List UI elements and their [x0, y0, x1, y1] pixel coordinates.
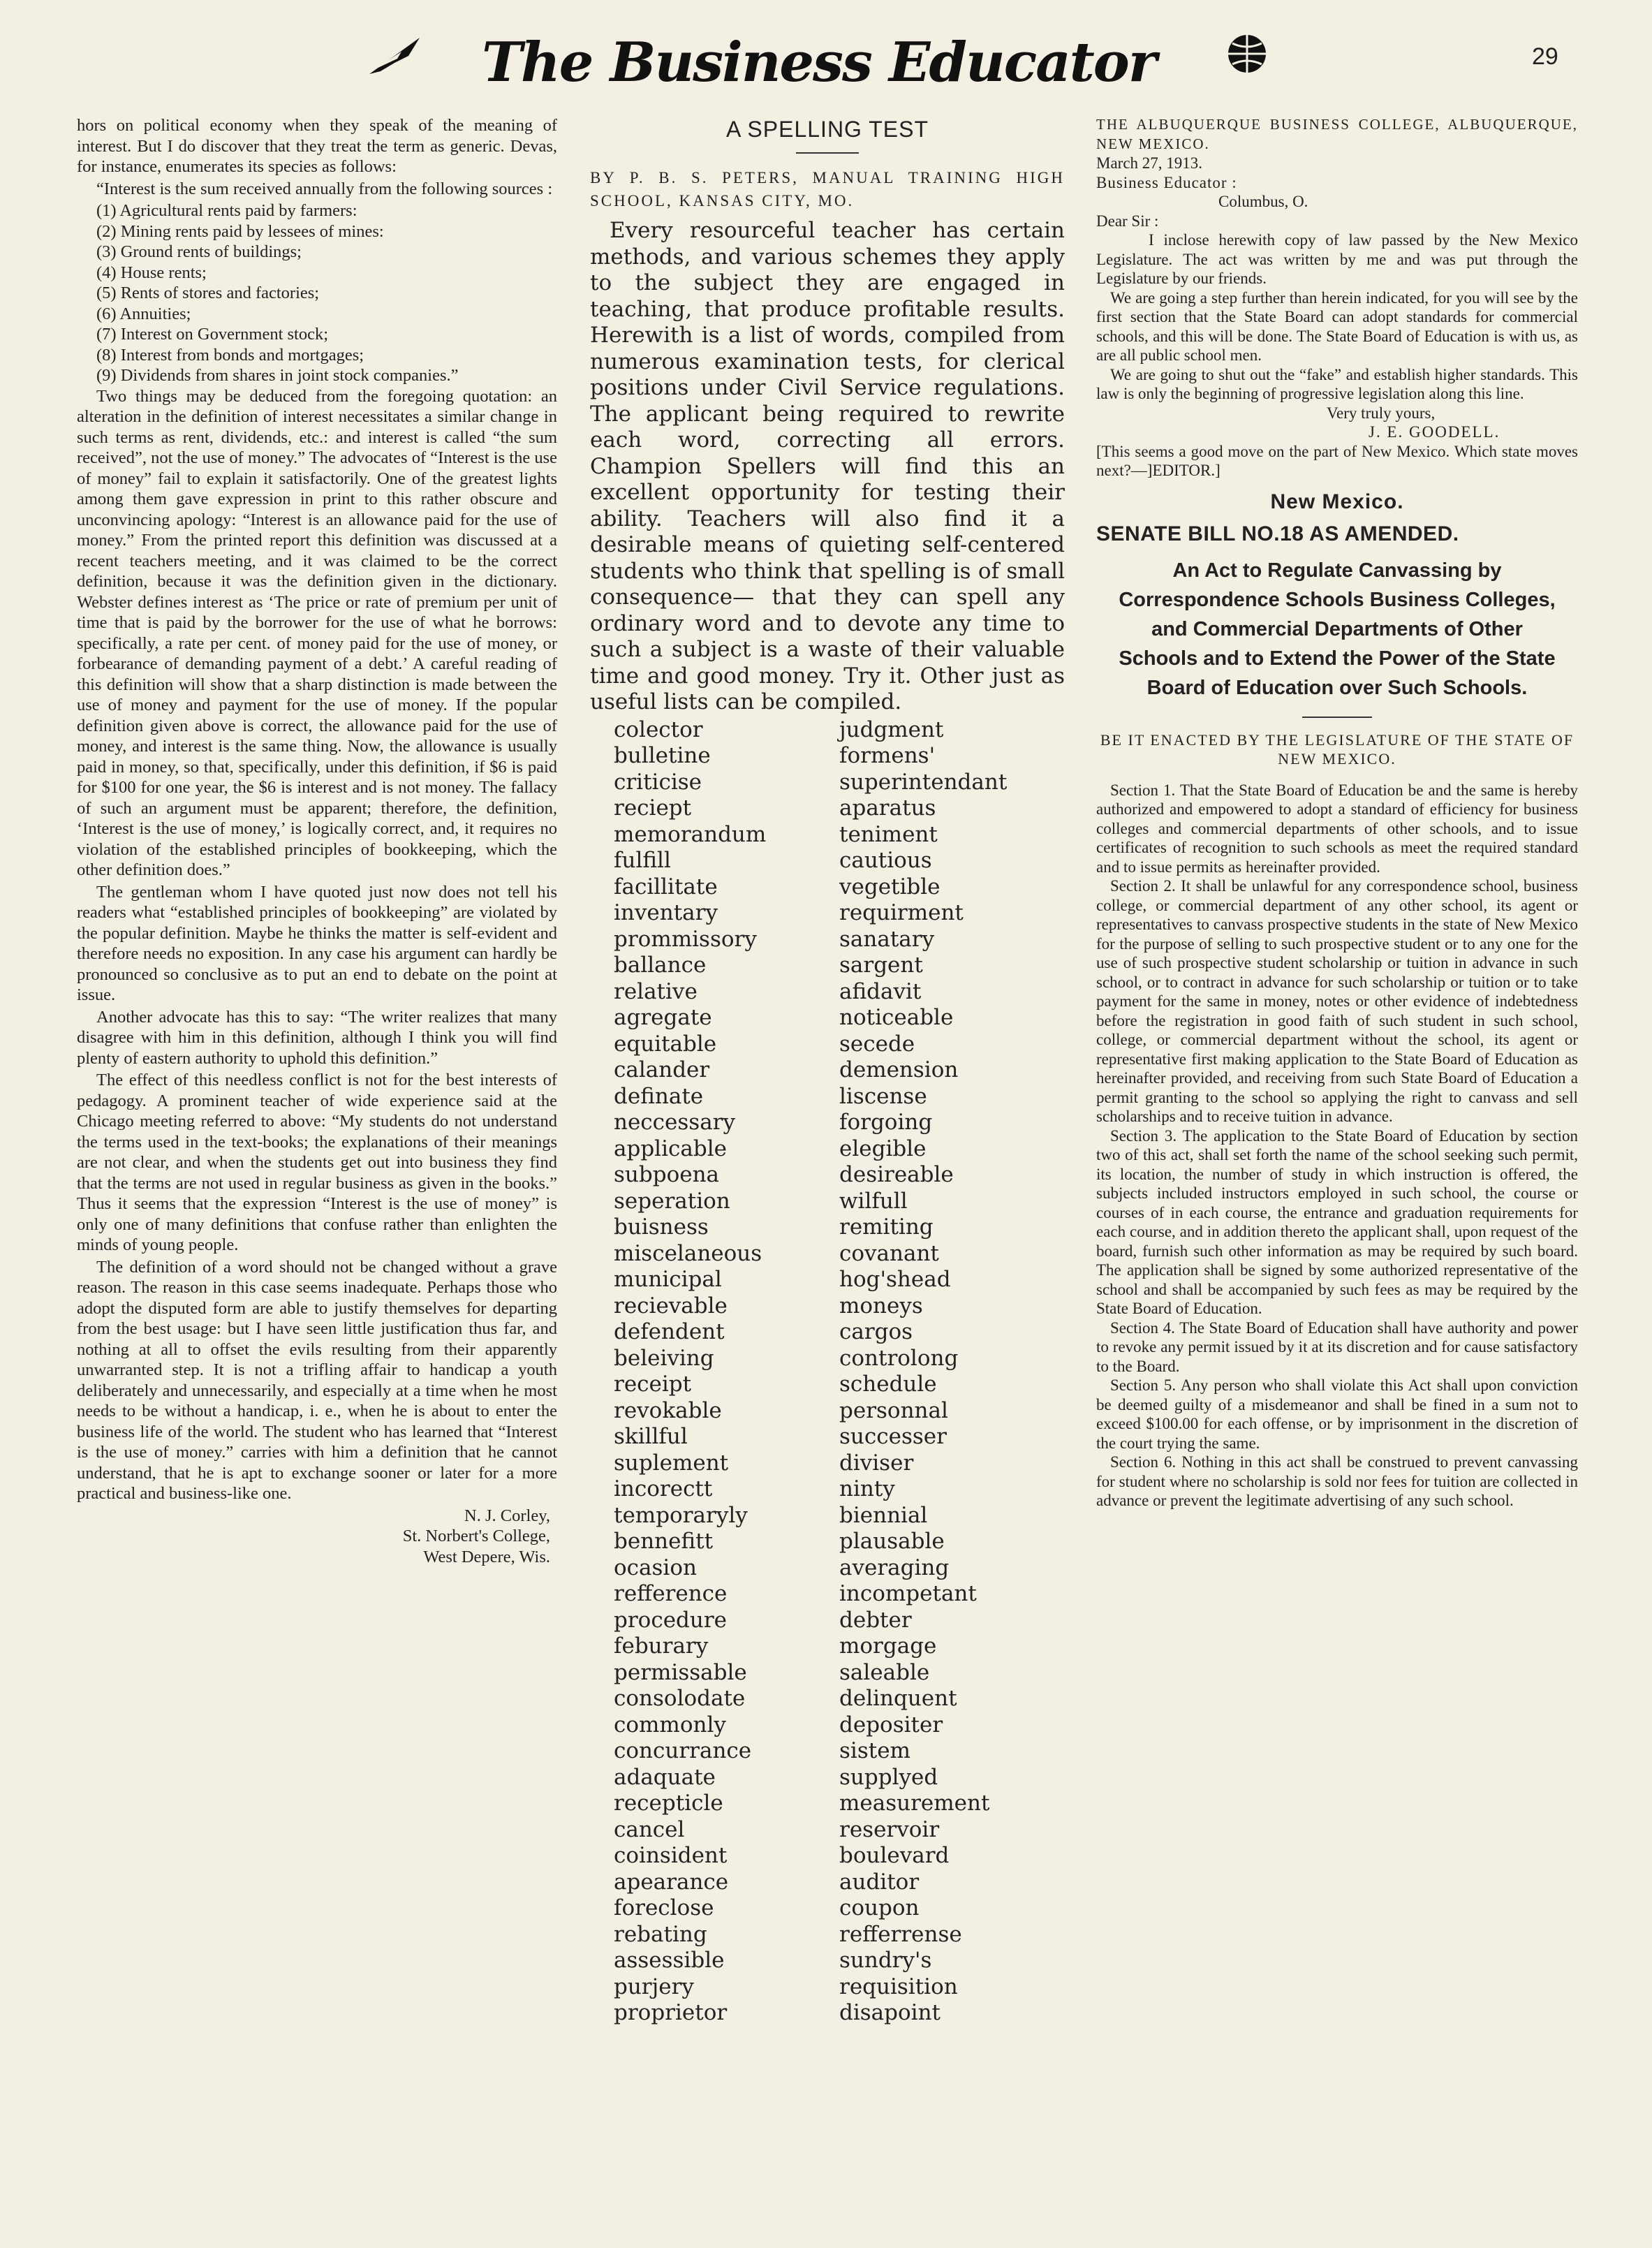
spelling-word: saleable — [839, 1659, 930, 1685]
spelling-word: depositer — [839, 1712, 943, 1738]
spelling-word: recepticle — [614, 1791, 723, 1816]
list-item: (8) Interest from bonds and mortgages; — [96, 345, 364, 365]
list-item: (6) Annuities; — [96, 304, 191, 323]
signature-line: West Depere, Wis. — [423, 1547, 550, 1566]
spelling-word: requisition — [839, 1974, 958, 1999]
spelling-word: feburary — [614, 1633, 709, 1659]
bill-section: Section 3. The application to the State Board of Education by section two of this act, shall set forth the name of the school seeking such permit, its location, the number of study in which instruction is offered, the subjects included instructors employed in such school, the course or courses of in each course, the entrance and graduation requirements for each course, and in addition thereto the applicant shall, upon request of the board, furnish such other information as may be required by such board. The application shall be signed by some authorized representative of the school and shall be accompanied by such fees as may be required by the State Board of Education. — [1096, 1126, 1578, 1317]
bill-section: Section 5. Any person who shall violate this Act shall upon conviction be deemed guilty of a misdemeanor and shall be fined in a sum not to exceed $100.00 for each offense, or by imprisonment in the discretion of the court trying the same. — [1096, 1376, 1578, 1452]
spelling-word: consolodate — [614, 1686, 746, 1711]
word-list-right — [839, 717, 1065, 2027]
spelling-word: forgoing — [839, 1110, 933, 1135]
spelling-word: wilfull — [839, 1188, 908, 1214]
paragraph: Two things may be deduced from the foregoing quotation: an alteration in the definition of interest necessitates a similar change in such terms as rent, dividends, etc.: and interest is called “the sum received”, not the use of money.” The advocates of “Interest is the use of money” fail to explain it satisfactorily. One of the greatest lights among them gave expression in print to this rather obscure and unconvincing apology: “Interest is an allowance paid for the use of money.” From the printed report this definition was discussed at a recent teachers meeting, and it was claimed to be the correct definition, because it was the definition given in the dictionary. Webster defines interest as ‘The price or rate of premium per unit of time that is paid by the borrower for the use of what he borrows: specifically, a rate per cent. of money paid for the use of money, or forbearance of demanding payment of a debt.’ A careful reading of this definition will show that a sharp distinction is made between the use of money and payment for the use of money. If the popular definition given above is correct, the allowance paid for the use of money, and interest is the same thing. Now, the allowance is usually paid in money, so that, specifically, under this definition, if $6 is paid for $100 for one year, the $6 is interest and is not money. The fallacy of such an argument must be apparent; therefore, the definition, ‘Interest is the use of money,’ is logically correct, and, it requires no violation of the established principles of bookkeeping, which the other definition does.” — [77, 386, 557, 879]
spelling-word: proprietor — [614, 2000, 728, 2025]
spelling-word: concurrance — [614, 1738, 752, 1763]
spelling-word: plausable — [839, 1529, 945, 1554]
spelling-word: liscense — [839, 1083, 927, 1109]
spelling-word: recievable — [614, 1293, 728, 1318]
spelling-word: coinsident — [614, 1843, 728, 1868]
spelling-word: requirment — [839, 900, 964, 925]
list-item: (4) House rents; — [96, 263, 207, 282]
spelling-word: seperation — [614, 1188, 730, 1214]
address-city: Columbus, O. — [1218, 193, 1308, 210]
spelling-word: definate — [614, 1083, 704, 1109]
letter-paragraph: We are going to shut out the “fake” and establish higher standards. This law is only the beginning of progressive legislation along this line. — [1096, 365, 1578, 402]
globe-emblem-icon — [1225, 32, 1269, 75]
intro-paragraph: Every resourceful teacher has certain methods, and various schemes they apply to the subject they are engaged in teaching, that produce profitable results. Herewith is a list of words, compiled from numerous examination tests, for clerical positions under Civil Service regulations. The applicant being required to rewrite each word, correcting all errors. Champion Spellers will find this an excellent opportunity for testing their ability. Teachers will also find it a desirable means of quieting self-centered students who think that spelling is of small consequence— that they can spell any ordinary word and to devote any time to such a subject is a waste of their valuable time and good money. Try it. Other just as useful lists can be compiled. — [590, 218, 1065, 714]
spelling-word: memorandum — [614, 821, 767, 847]
interest-sources-list — [77, 200, 557, 386]
list-item: (1) Agricultural rents paid by farmers: — [96, 201, 357, 220]
salutation: Dear Sir : — [1096, 212, 1159, 230]
word-list-left — [614, 717, 839, 2027]
spelling-word: facillitate — [614, 874, 718, 899]
paragraph: hors on political economy when they speak of the meaning of interest. But I do discover that they treat the term as generic. Devas, for instance, enumerates its species as follows: — [77, 116, 557, 176]
paragraph: The gentleman whom I have quoted just now does not tell his readers what “established principles of bookkeeping” are violated by the popular definition. Maybe he thinks the matter is self-evident and therefore needs no exposition. In any case his argument can hardly be pronounced so conclusive as to put an end to debate on the point at issue. — [77, 882, 557, 1004]
divider — [1302, 717, 1372, 718]
spelling-word: remiting — [839, 1214, 934, 1240]
letter-date: March 27, 1913. — [1096, 154, 1203, 172]
spelling-word: adaquate — [614, 1764, 716, 1790]
letter-paragraph: I inclose herewith copy of law passed by the New Mexico Legislature. The act was written by me and was put through the Legislature by our friends. — [1096, 231, 1578, 287]
byline: BY P. B. S. PETERS, MANUAL TRAINING HIGH SCHOOL, KANSAS CITY, MO. — [590, 169, 1065, 210]
spelling-word: sargent — [839, 953, 923, 978]
spelling-word: fulfill — [614, 848, 671, 873]
signature-line: N. J. Corley, — [464, 1506, 550, 1525]
spelling-word: vegetible — [839, 874, 941, 899]
page-number: 29 — [1532, 43, 1558, 70]
spelling-word: covanant — [839, 1240, 939, 1266]
spelling-word: moneys — [839, 1293, 923, 1318]
spelling-word: cancel — [614, 1816, 685, 1842]
list-item: (9) Dividends from shares in joint stock companies.” — [96, 366, 459, 385]
spelling-word: diviser — [839, 1450, 914, 1476]
spelling-word: noticeable — [839, 1005, 954, 1030]
spelling-word: colector — [614, 717, 703, 742]
paragraph: Another advocate has this to say: “The writer realizes that many disagree with him in this definition, although I think you will find plenty of eastern authority to uphold this definition.” — [77, 1007, 557, 1068]
bill-section: Section 2. It shall be unlawful for any correspondence school, business college, or commercial department of any other school, its agent or representatives to canvass prospective students in the state of New Mexico for the purpose of selling to such prospective student or to any one for the use of such prospective student scholarship or tuition in advance in such school, or to contract in advance for such scholarship or tuition or to take payment for the same in money, notes or other evidence of indebtedness before the registration in good faith of such student in such school, college, or commercial department without the school, its agent or representative first making application to the State Board of Education as hereinafter provided, and receiving from such State Board of Education a permit granting to the school so applying the right to canvass and sell scholarships and to receive tuition in advance. — [1096, 877, 1578, 1125]
spelling-word: formens' — [839, 743, 936, 768]
bill-section: Section 4. The State Board of Education shall have authority and power to revoke any permit issued by it at its discretion and for cause satisfactory to the Board. — [1096, 1318, 1578, 1375]
spelling-word: ninty — [839, 1476, 895, 1501]
spelling-word: ocasion — [614, 1555, 697, 1580]
spelling-word: defendent — [614, 1319, 725, 1344]
spelling-word: averaging — [839, 1555, 950, 1580]
spelling-word: supplyed — [839, 1764, 938, 1790]
spelling-word: refference — [614, 1581, 728, 1606]
spelling-word: suplement — [614, 1450, 729, 1476]
column-spelling-test — [590, 115, 1065, 2027]
bill-section: Section 6. Nothing in this act shall be construed to prevent canvassing for student where no scholarship is sold nor fees for tuition are collected in advance or prevent the legitimate advertising of any such school. — [1096, 1453, 1578, 1509]
letter-paragraph: We are going a step further than herein indicated, for you will see by the first section that the State Board can adopt standards for commercial schools, and this will be done. The State Board of Education is with us, as are all public school men. — [1096, 288, 1578, 364]
spelling-word: sundry's — [839, 1948, 932, 1973]
quill-ornament-icon — [367, 35, 422, 77]
spelling-word: coupon — [839, 1895, 920, 1920]
spelling-word: superintendant — [839, 769, 1008, 795]
spelling-word: personnal — [839, 1397, 948, 1423]
spelling-word: buisness — [614, 1214, 709, 1240]
spelling-word: delinquent — [839, 1686, 957, 1711]
spelling-word: procedure — [614, 1607, 728, 1633]
spelling-word: reservoir — [839, 1816, 940, 1842]
masthead-title: The Business Educator — [482, 31, 1156, 94]
spelling-word: boulevard — [839, 1843, 950, 1868]
spelling-word: debter — [839, 1607, 912, 1633]
letterhead: THE ALBUQUERQUE BUSINESS COLLEGE, ALBUQUERQUE, NEW MEXICO. — [1096, 116, 1578, 152]
paragraph: The effect of this needless conflict is not for the best interests of pedagogy. A prominent teacher of wide experience said at the Chicago meeting referred to above: “My students do not understand the terms used in the text-books; the explanations of their meanings are not clear, and when the students get out into business they find that the terms are not used in regular business as given in the books.” Thus it seems that the expression “Interest is the use of money” is only one of many definitions that confuse rather than enlighten the minds of young people. — [77, 1071, 557, 1254]
letter-closing: Very truly yours, — [1327, 404, 1436, 422]
act-title: An Act to Regulate Canvassing by Correspondence Schools Business Colleges, and Commercial Departments of Other Schools and to Extend the Power of the State Board of Education over Such Schools. — [1119, 559, 1556, 699]
state-heading: New Mexico. — [1270, 490, 1404, 513]
spelling-word: elegible — [839, 1136, 927, 1161]
list-item: (3) Ground rents of buildings; — [96, 242, 302, 261]
bill-heading: SENATE BILL NO.18 AS AMENDED. — [1096, 522, 1459, 545]
word-list — [590, 717, 1065, 2027]
enacting-clause: BE IT ENACTED BY THE LEGISLATURE OF THE STATE OF NEW MEXICO. — [1100, 730, 1574, 767]
spelling-word: secede — [839, 1031, 915, 1057]
spelling-word: subpoena — [614, 1162, 720, 1187]
column-senate-bill — [1096, 115, 1578, 1511]
spelling-word: desireable — [839, 1162, 954, 1187]
spelling-word: hog'shead — [839, 1267, 951, 1292]
spelling-word: afidavit — [839, 978, 922, 1004]
spelling-word: apearance — [614, 1869, 729, 1895]
signature-line: St. Norbert's College, — [402, 1527, 550, 1545]
spelling-word: equitable — [614, 1031, 717, 1057]
spelling-word: cautious — [839, 848, 932, 873]
spelling-word: aparatus — [839, 795, 936, 821]
spelling-word: measurement — [839, 1791, 990, 1816]
spelling-word: purjery — [614, 1974, 694, 1999]
spelling-word: rebating — [614, 1921, 707, 1947]
spelling-word: incompetant — [839, 1581, 977, 1606]
spelling-word: judgment — [839, 717, 944, 742]
paragraph: The definition of a word should not be changed without a grave reason. The reason in this case seems inadequate. Perhaps those who adopt the disputed form are able to justify themselves for departing from the best usage: but I have seen little justification thus far, and nothing at all to offset the evils resulting from their apparently unwarranted step. It is not a trifling affair to handicap a youth deliberately and unnecessarily, and especially at a time when he most needs to be without a handicap, i. e., when he is about to enter the business life of the world. The student who has learned that “Interest is the use of money.” carries with him a definition that he cannot understand, that he is apt to exchange sooner or later for a more practical and business-like one. — [77, 1257, 557, 1503]
spelling-word: schedule — [839, 1372, 937, 1397]
spelling-word: receipt — [614, 1372, 692, 1397]
spelling-word: skillful — [614, 1424, 688, 1449]
spelling-word: agregate — [614, 1005, 712, 1030]
spelling-word: temporaryly — [614, 1502, 748, 1528]
divider — [796, 152, 859, 154]
spelling-word: demension — [839, 1057, 959, 1082]
bill-section: Section 1. That the State Board of Education be and the same is hereby authorized and empowered to adopt a standard of efficiency for business colleges and commercial departments of other schools, and to issue certificates of recognition to such schools as meet the required standard and to issue permits as hereinafter provided. — [1096, 781, 1578, 876]
spelling-word: incorectt — [614, 1476, 713, 1501]
spelling-word: relative — [614, 978, 698, 1004]
spelling-word: cargos — [839, 1319, 913, 1344]
list-item: (2) Mining rents paid by lessees of mines: — [96, 221, 384, 241]
spelling-word: miscelaneous — [614, 1240, 762, 1266]
spelling-word: morgage — [839, 1633, 937, 1659]
spelling-word: bennefitt — [614, 1529, 714, 1554]
spelling-word: assessible — [614, 1948, 725, 1973]
paragraph: “Interest is the sum received annually from the following sources : — [96, 179, 553, 198]
spelling-word: sistem — [839, 1738, 910, 1763]
spelling-word: permissable — [614, 1659, 747, 1685]
spelling-word: disapoint — [839, 2000, 941, 2025]
spelling-word: neccessary — [614, 1110, 736, 1135]
spelling-word: auditor — [839, 1869, 920, 1895]
spelling-word: foreclose — [614, 1895, 714, 1920]
spelling-word: reciept — [614, 795, 692, 821]
list-item: (5) Rents of stores and factories; — [96, 284, 320, 302]
addressee: Business Educator : — [1096, 173, 1237, 191]
spelling-word: applicable — [614, 1136, 727, 1161]
spelling-word: beleiving — [614, 1345, 714, 1371]
spelling-word: criticise — [614, 769, 702, 795]
letter-signer: J. E. GOODELL. — [1369, 423, 1500, 441]
spelling-word: biennial — [839, 1502, 928, 1528]
spelling-word: revokable — [614, 1397, 722, 1423]
spelling-word: prommissory — [614, 926, 757, 952]
masthead — [0, 28, 1652, 94]
spelling-word: commonly — [614, 1712, 726, 1738]
spelling-word: municipal — [614, 1267, 722, 1292]
spelling-word: controlong — [839, 1345, 959, 1371]
article-heading: A SPELLING TEST — [725, 117, 929, 142]
spelling-word: bulletine — [614, 743, 711, 768]
spelling-word: inventary — [614, 900, 718, 925]
column-interest-article — [77, 115, 557, 1567]
spelling-word: refferrense — [839, 1921, 962, 1947]
spelling-word: calander — [614, 1057, 710, 1082]
spelling-word: successer — [839, 1424, 947, 1449]
list-item: (7) Interest on Government stock; — [96, 325, 329, 344]
editor-note: [This seems a good move on the part of New Mexico. Which state moves next?—]EDITOR.] — [1096, 442, 1578, 479]
spelling-word: teniment — [839, 821, 938, 847]
spelling-word: sanatary — [839, 926, 935, 952]
spelling-word: ballance — [614, 953, 707, 978]
author-signature — [77, 1506, 557, 1568]
